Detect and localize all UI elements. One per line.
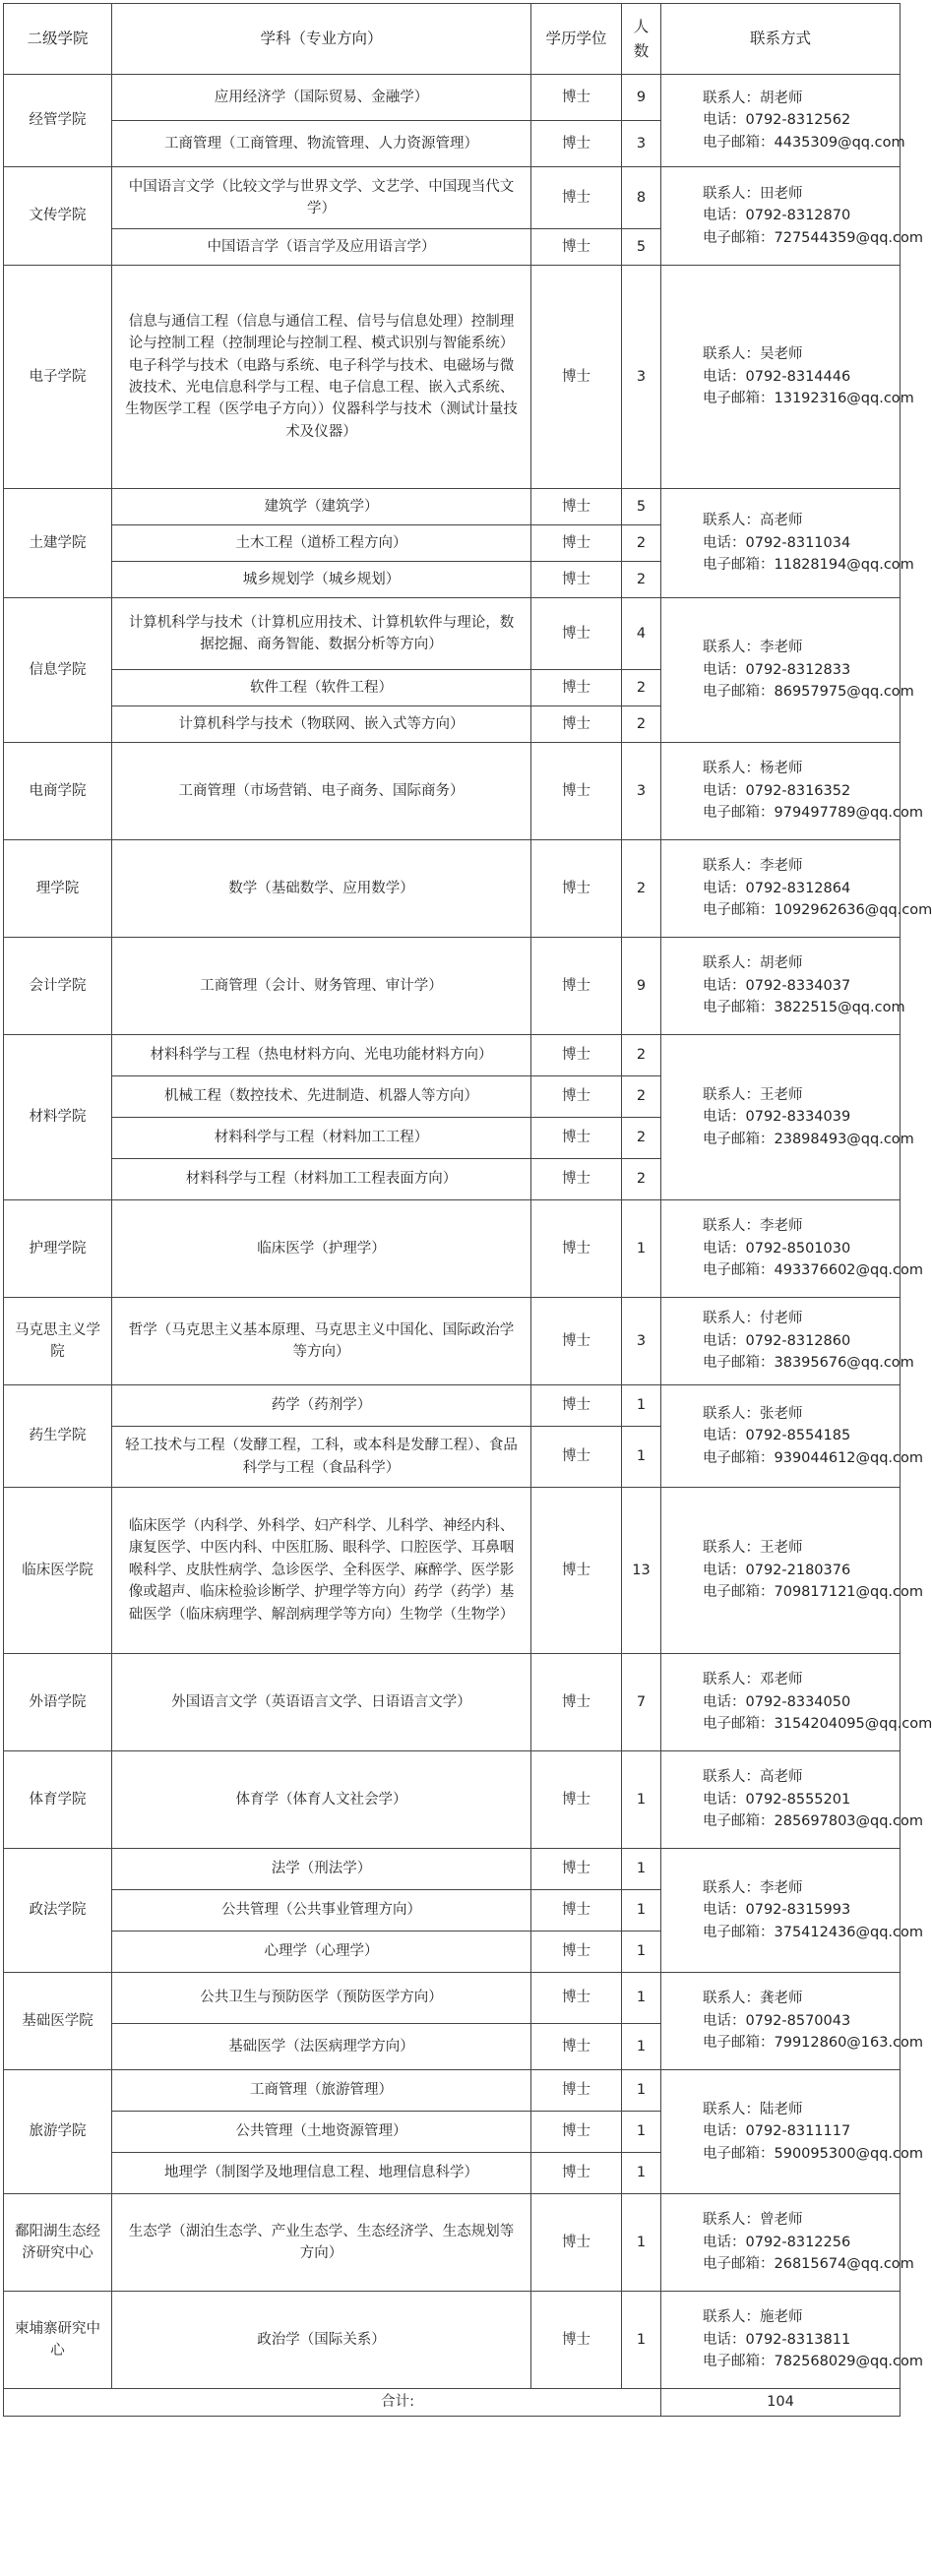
contact-cell [661,2070,924,2194]
header-degree: 学历学位 [531,4,622,75]
college-name: 护理学院 [4,1200,112,1298]
contact-cell [661,75,905,167]
contact-cell [661,1751,924,1849]
subject-cell: 基础医学（法医病理学方向） [112,2024,531,2070]
contact-name: 联系人：施老师 [703,2309,803,2326]
college-name: 柬埔寨研究中心 [4,2292,112,2389]
count-cell: 1 [622,1385,661,1427]
contact-phone: 电话：0792-8313811 [703,2331,851,2348]
count-cell: 7 [622,1654,661,1751]
college-name: 文传学院 [4,167,112,266]
contact-name: 联系人：李老师 [703,858,803,875]
table-row [4,1488,901,1654]
degree-cell: 博士 [531,706,622,743]
count-cell: 3 [622,266,661,489]
college-name: 土建学院 [4,489,112,598]
college-name: 电子学院 [4,266,112,489]
count-cell: 5 [622,489,661,525]
contact-cell [661,1035,914,1200]
subject-cell: 软件工程（软件工程） [112,670,531,706]
count-cell: 9 [622,938,661,1035]
college-name: 外语学院 [4,1654,112,1751]
college-name: 理学院 [4,840,112,938]
contact-email[interactable]: 电子邮箱：375412436@qq.com [703,1924,924,1940]
contact-phone: 电话：0792-8312870 [703,208,851,224]
contact-phone: 电话：0792-8501030 [703,1240,851,1257]
degree-cell: 博士 [531,938,622,1035]
count-cell: 1 [622,1200,661,1298]
contact-cell [661,2194,914,2292]
college-name: 体育学院 [4,1751,112,1849]
contact-phone: 电话：0792-8312562 [703,112,851,129]
contact-phone: 电话：0792-8312864 [703,880,851,896]
contact-name: 联系人：胡老师 [703,90,803,106]
total-value: 104 [661,2389,901,2417]
count-cell: 2 [622,670,661,706]
subject-cell: 土木工程（道桥工程方向） [112,525,531,562]
contact-cell [661,938,905,1035]
count-cell: 1 [622,2194,661,2292]
subject-cell: 外国语言文学（英语语言文学、日语语言文学） [112,1654,531,1751]
contact-phone: 电话：0792-8334039 [703,1109,851,1126]
contact-cell [661,1200,924,1298]
degree-cell: 博士 [531,1488,622,1654]
contact-email[interactable]: 电子邮箱：26815674@qq.com [703,2256,914,2273]
count-cell: 1 [622,1932,661,1973]
table-row [4,1200,901,1298]
subject-cell: 工商管理（旅游管理） [112,2070,531,2112]
subject-cell: 材料科学与工程（材料加工工程表面方向） [112,1159,531,1200]
contact-cell [661,1849,924,1973]
subject-cell: 城乡规划学（城乡规划） [112,562,531,598]
contact-name: 联系人：胡老师 [703,955,803,972]
count-cell: 5 [622,229,661,266]
contact-name: 联系人：吴老师 [703,346,803,363]
contact-email[interactable]: 电子邮箱：3154204095@qq.com [703,1716,932,1733]
table-row [4,266,901,489]
degree-cell: 博士 [531,266,622,489]
college-name: 信息学院 [4,598,112,743]
count-cell: 1 [622,2292,661,2389]
degree-cell: 博士 [531,2194,622,2292]
header-subject: 学科（专业方向） [112,4,531,75]
subject-cell: 轻工技术与工程（发酵工程，工科，或本科是发酵工程）、食品科学与工程（食品科学） [112,1427,531,1488]
table-row [4,598,901,670]
college-name: 马克思主义学院 [4,1298,112,1385]
degree-cell: 博士 [531,1385,622,1427]
contact-cell [661,1973,924,2070]
contact-name: 联系人：王老师 [703,1086,803,1103]
table-row [4,938,901,1035]
contact-phone: 电话：0792-8315993 [703,1902,851,1919]
contact-cell [661,167,924,266]
degree-cell: 博士 [531,2070,622,2112]
contact-name: 联系人：陆老师 [703,2101,803,2117]
contact-name: 联系人：李老师 [703,1218,803,1235]
degree-cell: 博士 [531,1654,622,1751]
total-row [4,2389,901,2417]
degree-cell: 博士 [531,167,622,229]
contact-email[interactable]: 电子邮箱：979497789@qq.com [703,805,924,822]
contact-phone: 电话：0792-8554185 [703,1428,851,1444]
subject-cell: 体育学（体育人文社会学） [112,1751,531,1849]
degree-cell: 博士 [531,840,622,938]
recruitment-table [3,3,932,2417]
table-row [4,1751,901,1849]
contact-cell [661,743,924,840]
contact-cell [661,1385,924,1488]
college-name: 旅游学院 [4,2070,112,2194]
contact-name: 联系人：张老师 [703,1405,803,1422]
subject-cell: 临床医学（护理学） [112,1200,531,1298]
college-name: 材料学院 [4,1035,112,1200]
count-cell: 1 [622,1973,661,2024]
contact-phone: 电话：0792-8311034 [703,534,851,551]
table-row [4,167,901,229]
degree-cell: 博士 [531,1890,622,1932]
degree-cell: 博士 [531,2292,622,2389]
table-row [4,1035,901,1076]
contact-phone: 电话：0792-8570043 [703,2012,851,2029]
contact-phone: 电话：0792-8334037 [703,977,851,994]
contact-cell [661,598,914,743]
contact-email[interactable]: 电子邮箱：38395676@qq.com [703,1355,914,1372]
subject-cell: 中国语言学（语言学及应用语言学） [112,229,531,266]
count-cell: 2 [622,525,661,562]
subject-cell: 政治学（国际关系） [112,2292,531,2389]
count-cell: 2 [622,562,661,598]
subject-cell: 心理学（心理学） [112,1932,531,1973]
degree-cell: 博士 [531,1427,622,1488]
table-row [4,1298,901,1385]
degree-cell: 博士 [531,1200,622,1298]
contact-cell [661,2292,924,2389]
contact-name: 联系人：高老师 [703,1769,803,1786]
table-row [4,75,901,121]
table-row [4,1654,901,1751]
college-name: 会计学院 [4,938,112,1035]
count-cell: 2 [622,706,661,743]
count-cell: 1 [622,2024,661,2070]
subject-cell: 计算机科学与技术（物联网、嵌入式等方向） [112,706,531,743]
count-cell: 8 [622,167,661,229]
subject-cell: 法学（刑法学） [112,1849,531,1890]
subject-cell: 数学（基础数学、应用数学） [112,840,531,938]
college-name: 临床医学院 [4,1488,112,1654]
subject-cell: 工商管理（工商管理、物流管理、人力资源管理） [112,121,531,167]
subject-cell: 公共管理（土地资源管理） [112,2112,531,2153]
contact-email[interactable]: 电子邮箱：11828194@qq.com [703,557,914,574]
contact-email[interactable]: 电子邮箱：4435309@qq.com [703,134,905,151]
table-row [4,489,901,525]
table-row [4,2194,901,2292]
table-row [4,840,901,938]
contact-phone: 电话：0792-8316352 [703,782,851,799]
subject-cell: 工商管理（市场营销、电子商务、国际商务） [112,743,531,840]
table-row [4,1385,901,1427]
degree-cell: 博士 [531,743,622,840]
contact-name: 联系人：龚老师 [703,1991,803,2007]
count-cell: 2 [622,1035,661,1076]
table-row [4,1849,901,1890]
subject-cell: 机械工程（数控技术、先进制造、机器人等方向） [112,1076,531,1118]
degree-cell: 博士 [531,598,622,670]
contact-phone: 电话：0792-8312860 [703,1332,851,1349]
degree-cell: 博士 [531,562,622,598]
subject-cell: 哲学（马克思主义基本原理、马克思主义中国化、国际政治学等方向） [112,1298,531,1385]
table-row [4,743,901,840]
degree-cell: 博士 [531,525,622,562]
degree-cell: 博士 [531,1159,622,1200]
count-cell: 4 [622,598,661,670]
subject-cell: 药学（药剂学） [112,1385,531,1427]
count-cell: 9 [622,75,661,121]
degree-cell: 博士 [531,1973,622,2024]
degree-cell: 博士 [531,1751,622,1849]
count-cell: 2 [622,1118,661,1159]
count-cell: 1 [622,2070,661,2112]
degree-cell: 博士 [531,121,622,167]
college-name: 电商学院 [4,743,112,840]
contact-email[interactable]: 电子邮箱：782568029@qq.com [703,2354,924,2370]
subject-cell: 地理学（制图学及地理信息工程、地理信息科学） [112,2153,531,2194]
contact-email[interactable]: 电子邮箱：709817121@qq.com [703,1584,924,1601]
table-row [4,1973,901,2024]
contact-email[interactable]: 电子邮箱：86957975@qq.com [703,684,914,701]
subject-cell: 公共管理（公共事业管理方向） [112,1890,531,1932]
contact-cell [661,266,914,489]
subject-cell: 计算机科学与技术（计算机应用技术、计算机软件与理论，数据挖掘、商务智能、数据分析等方向） [112,598,531,670]
subject-cell: 应用经济学（国际贸易、金融学） [112,75,531,121]
count-cell: 1 [622,2153,661,2194]
count-cell: 13 [622,1488,661,1654]
subject-cell: 材料科学与工程（材料加工工程） [112,1118,531,1159]
degree-cell: 博士 [531,1118,622,1159]
degree-cell: 博士 [531,2112,622,2153]
degree-cell: 博士 [531,1849,622,1890]
count-cell: 1 [622,1751,661,1849]
contact-email[interactable]: 电子邮箱：13192316@qq.com [703,391,914,407]
count-cell: 2 [622,1159,661,1200]
subject-cell: 建筑学（建筑学） [112,489,531,525]
college-name: 政法学院 [4,1849,112,1973]
college-name: 基础医学院 [4,1973,112,2070]
contact-email[interactable]: 电子邮箱：939044612@qq.com [703,1449,924,1466]
contact-email[interactable]: 电子邮箱：3822515@qq.com [703,1000,905,1016]
degree-cell: 博士 [531,2024,622,2070]
degree-cell: 博士 [531,1932,622,1973]
degree-cell: 博士 [531,229,622,266]
header-contact: 联系方式 [661,4,901,75]
contact-name: 联系人：李老师 [703,640,803,656]
contact-email[interactable]: 电子邮箱：493376602@qq.com [703,1262,924,1279]
contact-phone: 电话：0792-8334050 [703,1693,851,1710]
contact-name: 联系人：高老师 [703,513,803,529]
degree-cell: 博士 [531,1076,622,1118]
contact-phone: 电话：0792-8312833 [703,661,851,678]
degree-cell: 博士 [531,2153,622,2194]
contact-email[interactable]: 电子邮箱：590095300@qq.com [703,2145,924,2162]
college-name: 药生学院 [4,1385,112,1488]
college-name: 鄱阳湖生态经济研究中心 [4,2194,112,2292]
contact-email[interactable]: 电子邮箱：1092962636@qq.com [703,902,932,919]
contact-phone: 电话：0792-8314446 [703,368,851,385]
degree-cell: 博士 [531,489,622,525]
contact-email[interactable]: 电子邮箱：79912860@163.com [703,2035,924,2052]
header-row [4,4,901,75]
subject-cell: 工商管理（会计、财务管理、审计学） [112,938,531,1035]
contact-cell [661,1488,924,1654]
contact-email[interactable]: 电子邮箱：285697803@qq.com [703,1813,924,1830]
count-cell: 2 [622,840,661,938]
total-label: 合计: [4,2389,661,2417]
contact-phone: 电话：0792-8312256 [703,2234,851,2250]
count-cell: 1 [622,2112,661,2153]
degree-cell: 博士 [531,1035,622,1076]
degree-cell: 博士 [531,1298,622,1385]
subject-cell: 生态学（湖泊生态学、产业生态学、生态经济学、生态规划等方向） [112,2194,531,2292]
table-row [4,2070,901,2112]
contact-name: 联系人：李老师 [703,1879,803,1896]
contact-name: 联系人：曾老师 [703,2212,803,2229]
count-cell: 3 [622,743,661,840]
contact-cell [661,840,932,938]
count-cell: 3 [622,1298,661,1385]
contact-name: 联系人：田老师 [703,185,803,202]
subject-cell: 材料科学与工程（热电材料方向、光电功能材料方向） [112,1035,531,1076]
count-cell: 1 [622,1890,661,1932]
count-cell: 1 [622,1427,661,1488]
contact-name: 联系人：杨老师 [703,761,803,777]
count-cell: 2 [622,1076,661,1118]
contact-phone: 电话：0792-8555201 [703,1791,851,1808]
contact-phone: 电话：0792-8311117 [703,2123,851,2140]
contact-phone: 电话：0792-2180376 [703,1562,851,1578]
subject-cell: 信息与通信工程（信息与通信工程、信号与信息处理）控制理论与控制工程（控制理论与控制工程、模式识别与智能系统）电子科学与技术（电路与系统、电子科学与技术、电磁场与微波技术、光电信息科学与工程、电子信息工程、嵌入式系统、生物医学工程（医学电子方向））仪器科学与技术（测试计量技术及仪器） [112,266,531,489]
contact-name: 联系人：王老师 [703,1540,803,1557]
contact-cell [661,1654,932,1751]
contact-name: 联系人：付老师 [703,1311,803,1327]
degree-cell: 博士 [531,75,622,121]
header-count: 人数 [622,4,661,75]
subject-cell: 公共卫生与预防医学（预防医学方向） [112,1973,531,2024]
degree-cell: 博士 [531,670,622,706]
college-name: 经管学院 [4,75,112,167]
subject-cell: 临床医学（内科学、外科学、妇产科学、儿科学、神经内科、康复医学、中医内科、中医肛肠、眼科学、口腔医学、耳鼻咽喉科学、皮肤性病学、急诊医学、全科医学、麻醉学、医学影像或超声、临床检验诊断学、护理学等方向）药学（药学）基础医学（临床病理学、解剖病理学等方向）生物学（生物学） [112,1488,531,1654]
count-cell: 3 [622,121,661,167]
contact-cell [661,489,914,598]
contact-email[interactable]: 电子邮箱：727544359@qq.com [703,229,924,246]
contact-email[interactable]: 电子邮箱：23898493@qq.com [703,1131,914,1147]
contact-cell [661,1298,914,1385]
subject-cell: 中国语言文学（比较文学与世界文学、文艺学、中国现当代文学） [112,167,531,229]
table-row [4,2292,901,2389]
count-cell: 1 [622,1849,661,1890]
header-college: 二级学院 [4,4,112,75]
contact-name: 联系人：邓老师 [703,1672,803,1688]
